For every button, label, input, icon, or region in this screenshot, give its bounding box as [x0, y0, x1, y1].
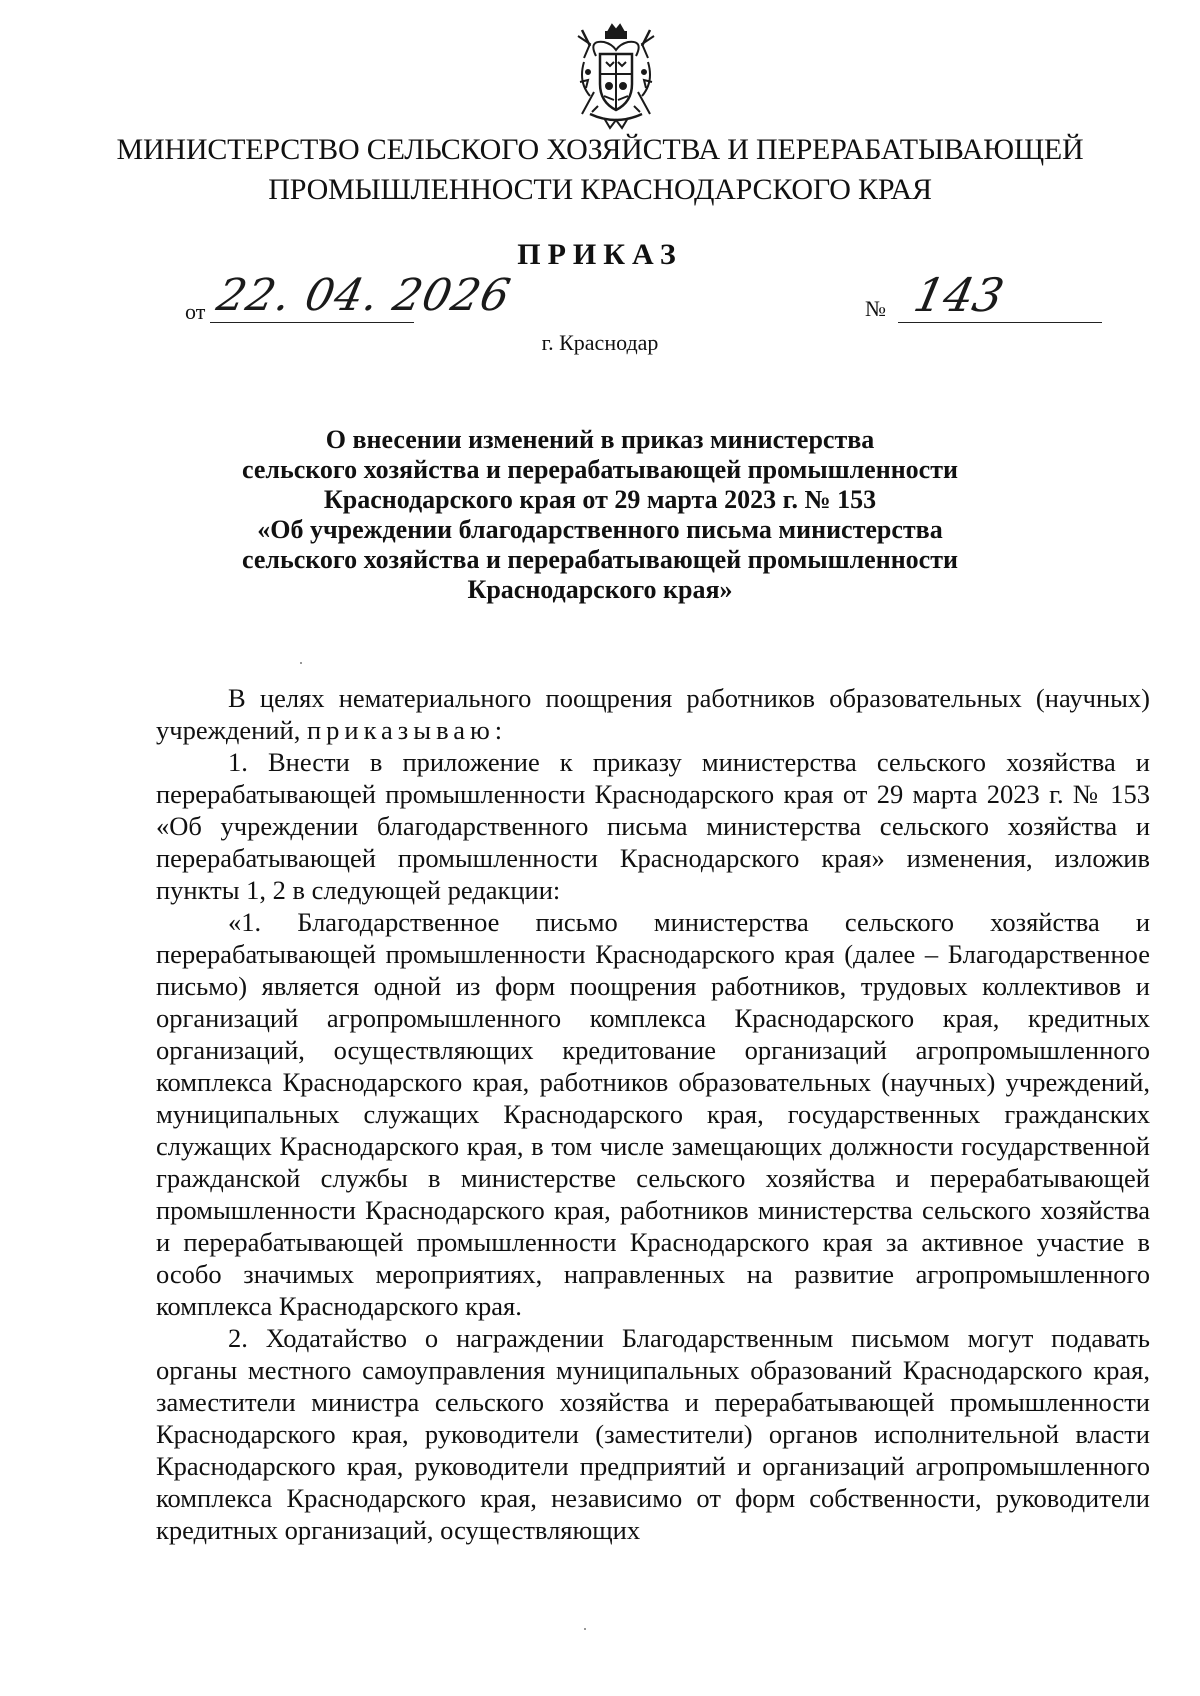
city: г. Краснодар — [541, 330, 659, 355]
heading-line: сельского хозяйства и перерабатывающей промышленности — [242, 455, 958, 484]
intro-paragraph — [156, 682, 1150, 746]
heading-line: Краснодарского края» — [467, 575, 733, 604]
scan-speck — [584, 1628, 586, 1630]
date-underline — [210, 322, 414, 323]
order-heading — [120, 425, 1080, 605]
intro-text: В целях нематериального поощрения работников образовательных (научных) учреждений, — [156, 683, 1150, 745]
paragraph-1: 1. Внести в приложение к приказу министерства сельского хозяйства и перерабатывающей промышленности Краснодарского края от 29 марта 2023 г. № 153 «Об учреждении благодарственного письма министерства сельского хозяйства и перерабатывающей промышленности Краснодарского края» изменения, изложив пункты 1, 2 в следующей редакции: — [156, 747, 1150, 905]
coat-of-arms-icon — [568, 22, 664, 134]
ministry-line-2: ПРОМЫШЛЕННОСТИ КРАСНОДАРСКОГО КРАЯ — [268, 173, 932, 206]
intro-command: приказываю: — [306, 715, 508, 745]
order-meta-row — [0, 262, 1200, 332]
number-label: № — [865, 296, 886, 321]
number-underline — [898, 322, 1102, 323]
paragraph-2: «1. Благодарственное письмо министерства сельского хозяйства и перерабатывающей промышленности Краснодарского края (далее – Благодарственное письмо) является одной из форм поощрения работников, трудовых коллективов и организаций агропромышленного комплекса Краснодарского края, кредитных организаций, осуществляющих кредитование организаций агропромышленного комплекса Краснодарского края, работников образовательных (научных) учреждений, муниципальных служащих Краснодарского края, государственных гражданских служащих Краснодарского края, в том числе замещающих должности государственной гражданской службы в министерстве сельского хозяйства и перерабатывающей промышленности Краснодарского края, работников министерства сельского хозяйства и перерабатывающей промышленности Краснодарского края за активное участие в особо значимых мероприятиях, направленных на развитие агропромышленного комплекса Краснодарского края. — [156, 907, 1150, 1321]
order-title: ПРИКАЗ — [517, 238, 683, 271]
order-body — [156, 682, 1150, 1546]
date-label: от — [185, 299, 206, 324]
heading-line: Краснодарского края от 29 марта 2023 г. № 153 — [323, 485, 877, 514]
scan-speck — [300, 662, 302, 664]
heading-line: сельского хозяйства и перерабатывающей промышленности — [242, 545, 958, 574]
ministry-name — [60, 130, 1140, 210]
heading-line: «Об учреждении благодарственного письма министерства — [257, 515, 943, 544]
ministry-line-1: МИНИСТЕРСТВО СЕЛЬСКОГО ХОЗЯЙСТВА И ПЕРЕРАБАТЫВАЮЩЕЙ — [116, 133, 1084, 166]
paragraph-3: 2. Ходатайство о награждении Благодарственным письмом могут подавать органы местного самоуправления муниципальных образований Краснодарского края, заместители министра сельского хозяйства и перерабатывающей промышленности Краснодарского края, руководители (заместители) органов исполнительной власти Краснодарского края, руководители предприятий и организаций агропромышленного комплекса Краснодарского края, независимо от форм собственности, руководители кредитных организаций, осуществляющих — [156, 1323, 1150, 1545]
order-date: 22. 04. 2026 — [212, 270, 516, 321]
order-number: 143 — [909, 268, 1009, 322]
heading-line: О внесении изменений в приказ министерства — [325, 425, 875, 454]
